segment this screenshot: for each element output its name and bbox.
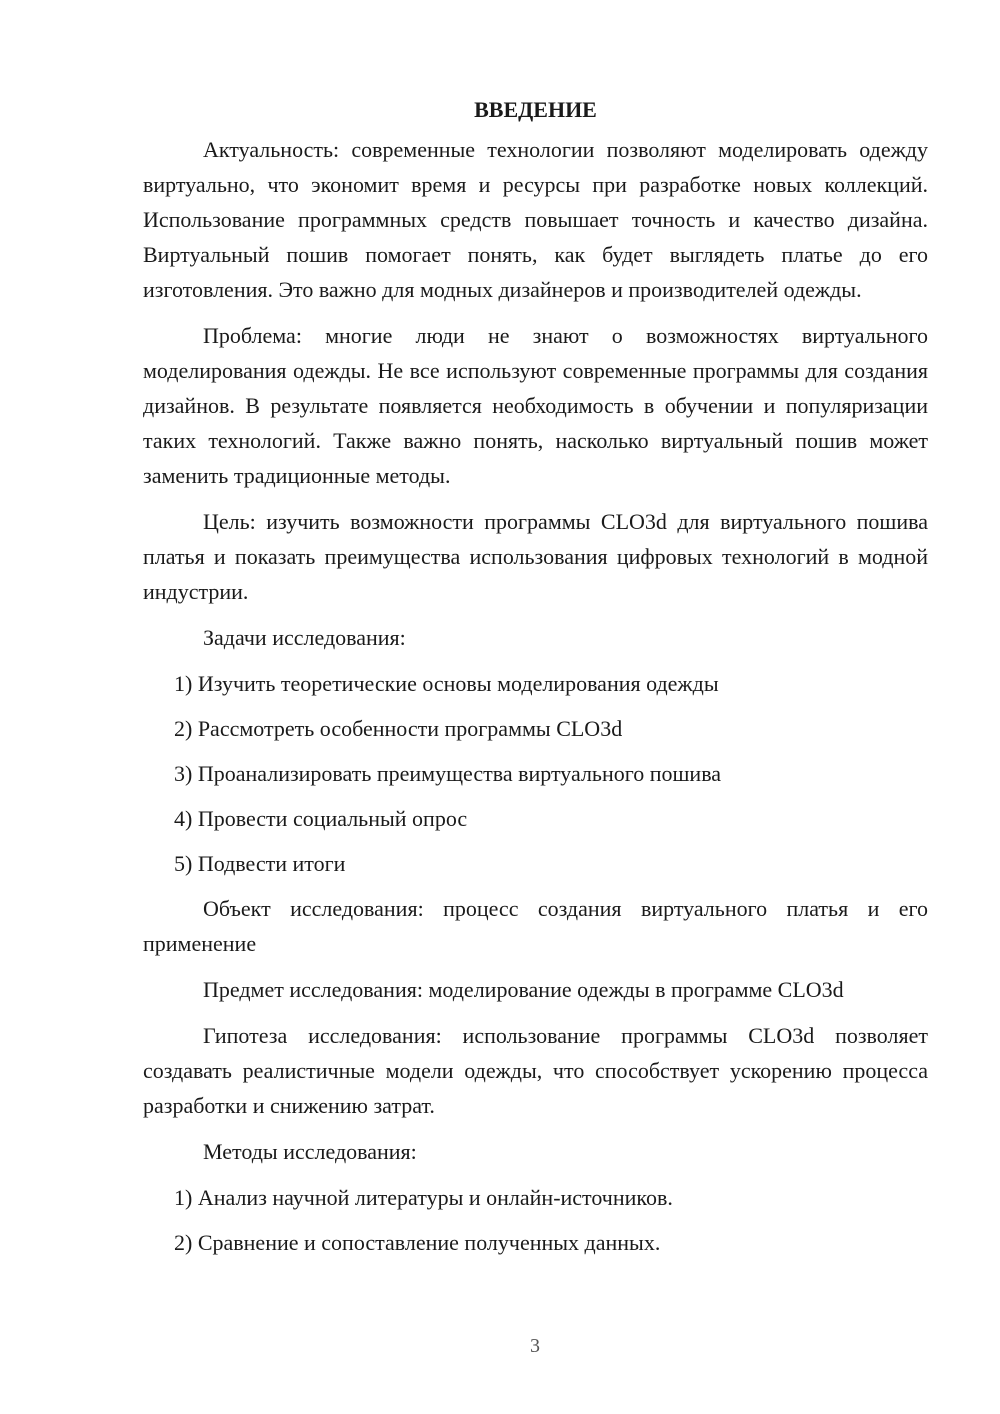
section-title: ВВЕДЕНИЕ bbox=[474, 97, 597, 122]
page-number: 3 bbox=[530, 1335, 540, 1357]
list-item: 2) Сравнение и сопоставление полученных данных. bbox=[174, 1230, 661, 1255]
list-item: 1) Анализ научной литературы и онлайн-источников. bbox=[174, 1185, 673, 1210]
list-item: 2) Рассмотреть особенности программы CLO3d bbox=[174, 716, 623, 741]
paragraph-relevance: Актуальность: современные технологии позволяют моделировать одежду виртуально, что экономит время и ресурсы при разработке новых коллекций. Использование программных средств повышает точность и качество дизайна. Виртуальный пошив помогает понять, как будет выглядеть платье до его изготовления. Это важно для модных дизайнеров и производителей одежды. bbox=[143, 137, 928, 302]
page-content bbox=[143, 93, 928, 1270]
tasks-heading: Задачи исследования: bbox=[203, 625, 406, 650]
list-item: 5) Подвести итоги bbox=[174, 851, 346, 876]
list-item: 1) Изучить теоретические основы моделирования одежды bbox=[174, 671, 719, 696]
list-item: 4) Провести социальный опрос bbox=[174, 806, 468, 831]
paragraph-goal: Цель: изучить возможности программы CLO3d для виртуального пошива платья и показать преимущества использования цифровых технологий в модной индустрии. bbox=[143, 509, 928, 604]
paragraph-hypothesis: Гипотеза исследования: использование программы CLO3d позволяет создавать реалистичные модели одежды, что способствует ускорению процесса разработки и снижению затрат. bbox=[143, 1023, 928, 1118]
methods-heading: Методы исследования: bbox=[203, 1139, 417, 1164]
list-item: 3) Проанализировать преимущества виртуального пошива bbox=[174, 761, 722, 786]
paragraph-problem: Проблема: многие люди не знают о возможностях виртуального моделирования одежды. Не все используют современные программы для создания дизайнов. В результате появляется необходимость в обучении и популяризации таких технологий. Также важно понять, насколько виртуальный пошив может заменить традиционные методы. bbox=[143, 323, 928, 488]
paragraph-object: Объект исследования: процесс создания виртуального платья и его применение bbox=[143, 896, 928, 956]
paragraph-subject: Предмет исследования: моделирование одежды в программе CLO3d bbox=[203, 977, 844, 1002]
methods-list bbox=[143, 1180, 928, 1260]
tasks-list bbox=[143, 666, 928, 881]
